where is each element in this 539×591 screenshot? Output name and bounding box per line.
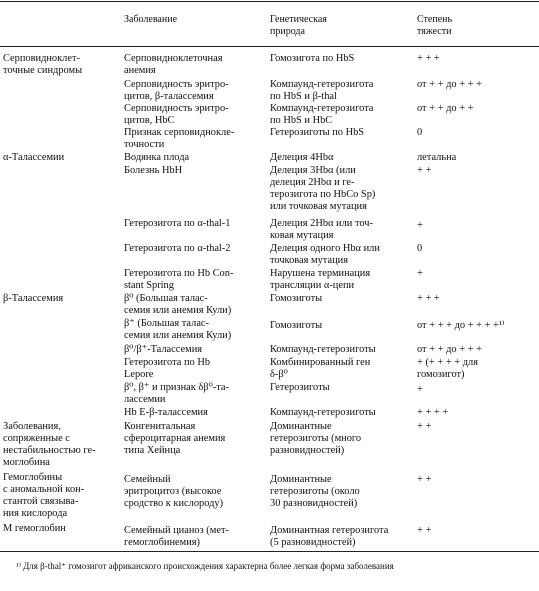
table-cell-line: точковая мутация [270, 255, 348, 266]
table-cell-line: Водянка плода [124, 152, 190, 163]
table-cell-line: от + + до + + + [417, 79, 482, 90]
table-cell-line: Компаунд-гетерозиготы [270, 344, 376, 355]
table-cell-line: Семейный [124, 474, 171, 485]
table-cell-line: Hb E-β-талассемия [124, 407, 208, 418]
table-cell-line: летальна [417, 152, 457, 163]
table-cell-line: точные синдромы [3, 65, 83, 76]
table-cell-line: Семейный цианоз (мет- [124, 525, 229, 536]
table-cell-line: типа Хейнца [124, 445, 181, 456]
table-cell-line: Доминантные [270, 421, 332, 432]
table-cell-line: β⁰/β⁺-Талассемия [124, 344, 203, 355]
table-cell-line: Делеция одного Hbα или [270, 243, 380, 254]
table-cell-line: δ-β⁰ [270, 369, 288, 380]
table-cell-line: + [417, 384, 423, 395]
header-genetic-1: Генетическая [270, 14, 327, 25]
table-cell-line: + + [417, 525, 432, 536]
table-cell-line: Доминантная гетерозигота [270, 525, 389, 536]
table-cell-line: Серповидность эритро- [124, 103, 229, 114]
table-cell-line: 0 [417, 127, 423, 138]
table-cell-line: трансляции α-цепи [270, 280, 355, 291]
header-genetic-2: природа [270, 25, 305, 37]
table-cell-line: Гомозигота по HbS [270, 53, 355, 64]
table-cell-line: Конгенитальная [124, 421, 196, 432]
table-cell-line: Гетерозиготы [270, 382, 330, 393]
header-severity-1: Степень [417, 14, 453, 25]
table-cell-line: (5 разновидностей) [270, 537, 356, 548]
table-cell-line: Серповидность эритро- [124, 79, 229, 90]
table-cell-line: по HbS и HbC [270, 115, 333, 126]
table-cell-line: ния кислорода [3, 508, 68, 519]
table-cell-line: Гемоглобины [3, 472, 63, 483]
table-cell-line: цитов, β-талассемия [124, 91, 214, 102]
table-cell-line: Гетерозигота по Hb Con- [124, 268, 234, 279]
table-cell-line: моглобина [3, 457, 50, 468]
table-cell-line: stant Spring [124, 280, 174, 291]
table-cell-line: сродство к кислороду) [124, 498, 224, 509]
table-cell-line: гетерозиготы (много [270, 433, 362, 444]
table-cell-line: разновидностей) [270, 445, 345, 456]
table-cell-line: β⁺ (Большая талас- [124, 318, 210, 329]
table-cell-line: Гомозиготы [270, 293, 323, 304]
table-cell-line: + + + [417, 53, 440, 64]
table-cell-line: ковая мутация [270, 230, 334, 241]
table-cell-line: гомозигот) [417, 369, 465, 380]
header-disease: Заболевание [124, 14, 178, 25]
table-cell-line: терозигота по HbCo Sp) [270, 189, 376, 200]
table-cell-line: лассемии [124, 394, 166, 405]
table-cell-line: β-Талассемия [3, 293, 64, 304]
table-cell-line: Гетерозигота по α-thal-1 [124, 218, 231, 229]
table-cell-line: семия или анемия Кули) [124, 330, 232, 341]
table-cell-line: + [417, 268, 423, 279]
table-cell-line: Нарушена терминация [270, 268, 371, 279]
table-cell-line: Делеция 4Hbα [270, 152, 334, 163]
table-cell-line: β⁰ (Большая талас- [124, 293, 208, 304]
table-cell-line: Комбинированный ген [270, 357, 371, 368]
table-cell-line: Компаунд-гетерозигота [270, 79, 374, 90]
footnote: ¹⁾ Для β-thal⁺ гомозигот африканского происхождения характерна более легкая форма заболевания [16, 561, 394, 571]
table-cell-line: или точковая мутация [270, 201, 367, 212]
table-cell-line: Делеция 3Hbα (или [270, 165, 356, 176]
table-cell-line: стантой связыва- [3, 496, 79, 507]
table-cell-line: 0 [417, 243, 423, 254]
header-rule [0, 46, 539, 47]
bottom-rule [0, 551, 539, 552]
table-cell-line: Lepore [124, 369, 154, 380]
table-cell-line: Гетерозиготы по HbS [270, 127, 365, 138]
table-cell-line: 30 разновидностей) [270, 498, 358, 509]
table-cell-line: + [417, 220, 423, 231]
table-cell-line: Делеция 2Hbα или точ- [270, 218, 373, 229]
table-cell-line: семия или анемия Кули) [124, 305, 232, 316]
table-cell-line: β⁰, β⁺ и признак δβ⁰-та- [124, 382, 229, 393]
table-cell-line: Гомозиготы [270, 320, 323, 331]
table-cell-line: от + + до + + + [417, 344, 482, 355]
table-cell-line: цитов, HbC [124, 115, 175, 126]
table-cell-line: Серповидноклет- [3, 53, 80, 64]
table-cell-line: сопряженные с [3, 433, 70, 444]
table-cell-line: эритроцитоз (высокое [124, 486, 222, 497]
table-cell-line: Компаунд-гетерозигота [270, 103, 374, 114]
table-cell-line: Серповидноклеточная [124, 53, 223, 64]
table-cell-line: + (+ + + + для [417, 357, 478, 368]
table-cell-line: гетерозиготы (около [270, 486, 360, 497]
table-cell-line: Болезнь HbH [124, 165, 183, 176]
table-cell-line: делеция 2Hbα и ге- [270, 177, 355, 188]
table-cell-line: α-Талассемии [3, 152, 65, 163]
table-cell-line: от + + до + + [417, 103, 474, 114]
table-cell-line: М гемоглобин [3, 523, 66, 534]
top-rule [0, 1, 539, 2]
table-cell-line: Компаунд-гетерозиготы [270, 407, 376, 418]
table-cell-line: Гетерозигота по α-thal-2 [124, 243, 231, 254]
table-cell-line: Гетерозигота по Hb [124, 357, 211, 368]
table-cell-line: + + [417, 421, 432, 432]
table-cell-line: точности [124, 139, 165, 150]
table-cell-line: Признак серповидноклe- [124, 127, 235, 138]
table-cell-line: + + [417, 474, 432, 485]
table-cell-line: сфероцитарная анемия [124, 433, 226, 444]
table-cell-line: Доминантные [270, 474, 332, 485]
table-cell-line: гемоглобинемия) [124, 537, 201, 548]
table-cell-line: с аномальной кон- [3, 484, 85, 495]
table-cell-line: нестабильностью ге- [3, 445, 96, 456]
table-cell-line: + + [417, 165, 432, 176]
table-cell-line: по HbS и β-thal [270, 91, 337, 102]
table-cell-line: + + + [417, 293, 440, 304]
table-cell-line: + + + + [417, 407, 449, 418]
table-cell-line: от + + + до + + + +¹⁾ [417, 320, 505, 331]
header-severity-2: тяжести [417, 25, 452, 37]
table-cell-line: анемия [124, 65, 156, 76]
table-cell-line: Заболевания, [3, 421, 61, 432]
